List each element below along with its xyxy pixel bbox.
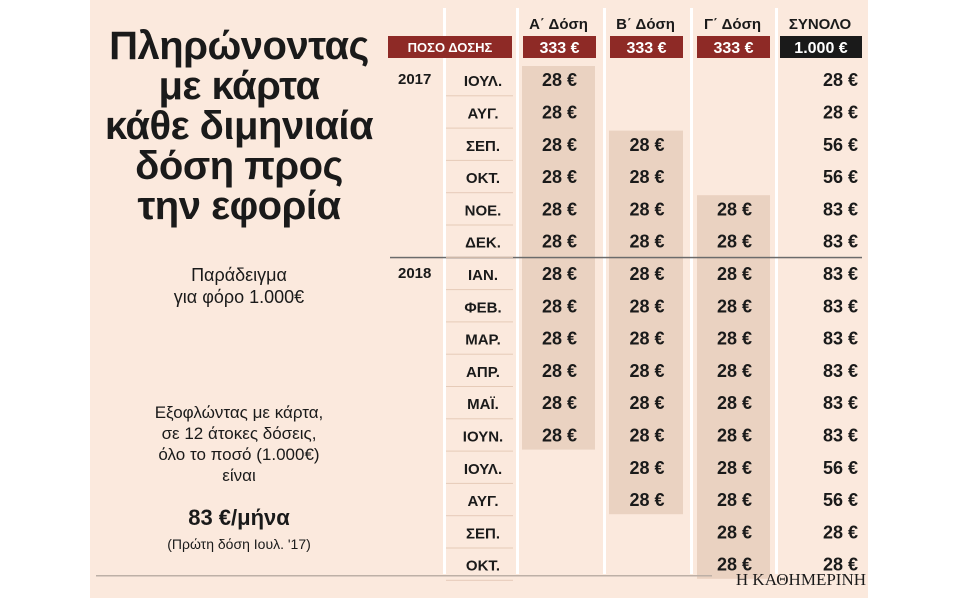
installment-value: 28 € (629, 296, 665, 317)
month-label: ΑΥΓ. (467, 493, 499, 511)
installment-value: 28 € (629, 393, 665, 414)
total-value: 28 € (822, 522, 858, 543)
installment-value: 28 € (541, 425, 578, 446)
installment-span (609, 131, 683, 515)
installment-value: 28 € (716, 490, 753, 511)
month-label: ΦΕΒ. (464, 299, 502, 317)
installment-value: 28 € (629, 134, 665, 155)
installment-value: 28 € (716, 263, 753, 284)
month-label: ΟΚΤ. (465, 170, 501, 188)
total-value: 83 € (822, 263, 858, 284)
row-rule (446, 225, 513, 226)
summary-note: (Πρώτη δόση Ιουλ. '17) (167, 536, 311, 552)
total-value: 28 € (822, 70, 858, 91)
row-rule (446, 483, 513, 484)
month-label: ΟΚΤ. (465, 557, 501, 575)
installment-value: 28 € (629, 167, 665, 188)
month-label: ΣΕΠ. (465, 525, 501, 543)
installment-value: 28 € (541, 134, 578, 155)
row-rule (446, 515, 513, 516)
column-divider (516, 8, 519, 574)
installment-value: 28 € (629, 231, 665, 252)
installment-value: 28 € (716, 296, 753, 317)
installment-value: 28 € (629, 360, 665, 381)
year-label: 2018 (398, 264, 432, 282)
installment-value: 28 € (716, 554, 753, 575)
amount-label: 333 € (626, 40, 667, 57)
row-rule (446, 321, 513, 322)
row-rule (446, 289, 513, 290)
total-value: 28 € (822, 554, 858, 575)
total-value: 56 € (822, 490, 858, 511)
row-rule (446, 580, 513, 581)
column-header: Β΄ Δόση (616, 16, 675, 33)
month-label: ΣΕΠ. (465, 137, 501, 155)
row-rule (446, 354, 513, 355)
row-rule (446, 386, 513, 387)
example-subtitle: Παράδειγμα για φόρο 1.000€ (173, 265, 305, 307)
installment-value: 28 € (629, 199, 665, 220)
month-label: ΜΑΡ. (465, 331, 501, 349)
row-rule (446, 418, 513, 419)
installment-value: 28 € (541, 328, 578, 349)
total-value: 83 € (822, 328, 858, 349)
total-value: 28 € (822, 102, 858, 123)
installment-value: 28 € (716, 457, 753, 478)
month-label: ΙΟΥΝ. (462, 428, 504, 446)
installment-value: 28 € (716, 360, 753, 381)
month-label: ΔΕΚ. (465, 234, 501, 252)
amount-label: 1.000 € (794, 40, 848, 57)
installment-value: 28 € (541, 231, 578, 252)
total-value: 83 € (822, 199, 858, 220)
row-rule (446, 548, 513, 549)
column-header: Α΄ Δόση (529, 16, 588, 33)
month-label: ΑΠΡ. (466, 363, 500, 381)
installment-value: 28 € (541, 296, 578, 317)
installment-value: 28 € (629, 328, 665, 349)
installment-span (697, 195, 770, 579)
column-divider (775, 8, 778, 574)
installment-value: 28 € (541, 263, 578, 284)
amount-label: 333 € (539, 40, 580, 57)
month-label: ΑΥΓ. (467, 105, 499, 123)
installment-value: 28 € (541, 70, 578, 91)
column-header: ΣΥΝΟΛΟ (788, 16, 852, 33)
total-value: 83 € (822, 231, 858, 252)
installment-value: 28 € (629, 457, 665, 478)
month-label: ΙΑΝ. (468, 266, 498, 284)
month-label: ΙΟΥΛ. (463, 460, 503, 478)
column-divider (690, 8, 693, 574)
month-label: ΝΟΕ. (464, 202, 502, 220)
year-label: 2017 (398, 71, 432, 88)
source-credit: Η ΚΑΘΗΜΕΡΙΝΗ (735, 570, 866, 589)
month-label: ΙΟΥΛ. (463, 73, 503, 91)
row-rule (446, 95, 513, 96)
installment-value: 28 € (629, 490, 665, 511)
infographic-title: Πληρώνοντας με κάρτα κάθε διμηνιαία δόση προς την εφορία (104, 24, 374, 228)
row-rule (446, 128, 513, 129)
column-divider (443, 8, 446, 574)
summary-text: Εξοφλώντας με κάρτα, σε 12 άτοκες δόσεις, όλο το ποσό (1.000€) είναι (154, 403, 324, 485)
installment-value: 28 € (541, 102, 578, 123)
row-rule (446, 257, 513, 258)
installment-value: 28 € (716, 199, 753, 220)
installment-value: 28 € (541, 199, 578, 220)
monthly-amount: 83 €/μήνα (188, 505, 290, 530)
total-value: 83 € (822, 393, 858, 414)
column-divider (603, 8, 606, 574)
total-value: 83 € (822, 360, 858, 381)
installment-value: 28 € (716, 393, 753, 414)
total-value: 56 € (822, 167, 858, 188)
installment-value: 28 € (541, 393, 578, 414)
bottom-rule (96, 575, 712, 577)
column-header: Γ΄ Δόση (704, 16, 761, 33)
installment-value: 28 € (541, 360, 578, 381)
row-rule (446, 160, 513, 161)
installment-value: 28 € (716, 522, 753, 543)
installment-value: 28 € (716, 328, 753, 349)
row-rule (446, 192, 513, 193)
total-value: 56 € (822, 457, 858, 478)
installment-value: 28 € (716, 231, 753, 252)
installment-value: 28 € (629, 263, 665, 284)
total-value: 56 € (822, 134, 858, 155)
installment-value: 28 € (629, 425, 665, 446)
installment-value: 28 € (541, 167, 578, 188)
installment-value: 28 € (716, 425, 753, 446)
amount-label: 333 € (713, 40, 754, 57)
row-header-label: ΠΟΣΟ ΔΟΣΗΣ (407, 40, 493, 55)
row-rule (446, 451, 513, 452)
total-value: 83 € (822, 425, 858, 446)
total-value: 83 € (822, 296, 858, 317)
month-label: ΜΑΪ. (467, 396, 499, 414)
